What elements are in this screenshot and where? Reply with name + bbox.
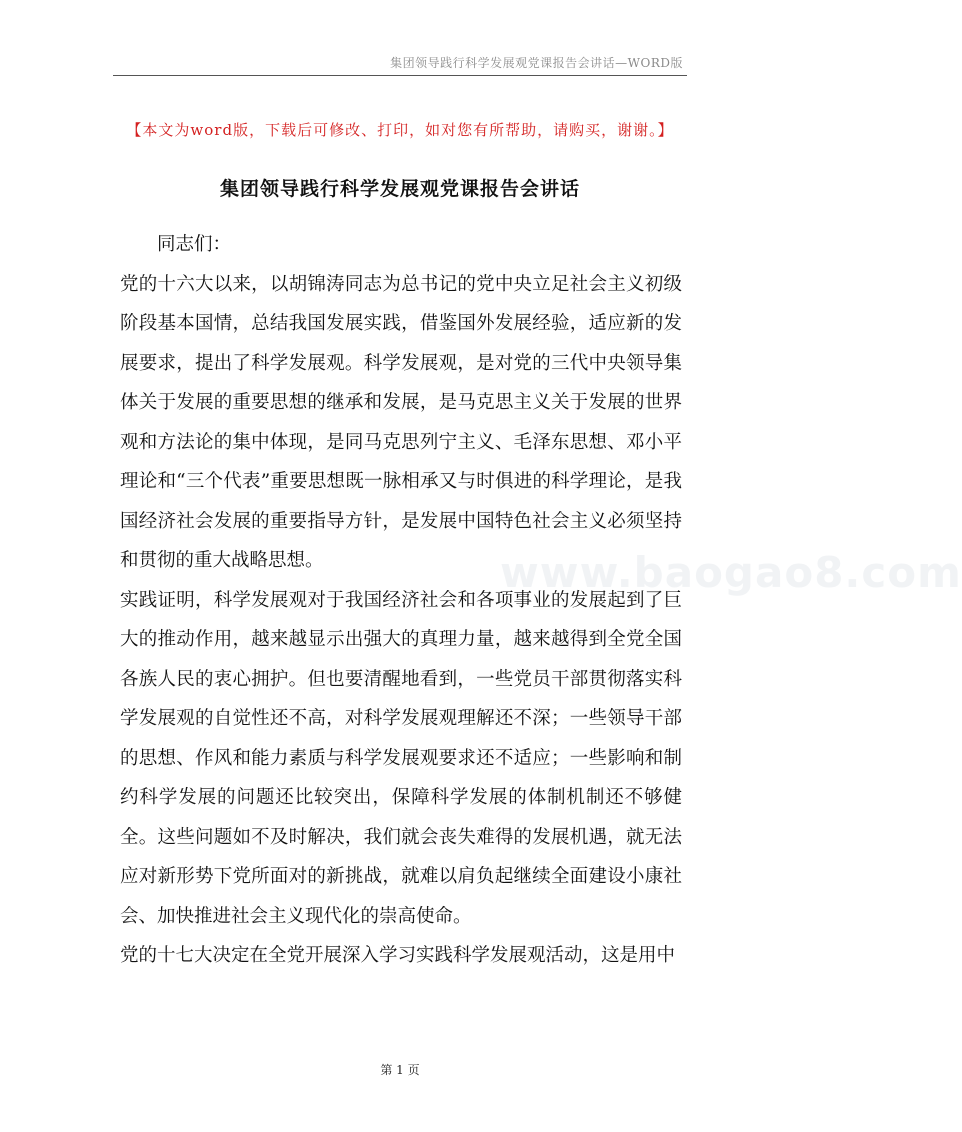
document-body: [120, 225, 682, 976]
body-paragraph-3: 党的十七大决定在全党开展深入学习实践科学发展观活动，这是用中: [120, 945, 676, 966]
watermark: www.baogao8.com: [500, 548, 962, 597]
body-paragraph-1: 党的十六大以来，以胡锦涛同志为总书记的党中央立足社会主义初级阶段基本国情，总结我国发展实践，借鉴国外发展经验，适应新的发展要求，提出了科学发展观。科学发展观，是对党的三代中央领导集体关于发展的重要思想的继承和发展，是马克思主义关于发展的世界观和方法论的集中体现，是同马克思列宁主义、毛泽东思想、邓小平理论和“三个代表”重要思想既一脉相承又与时俱进的科学理论，是我国经济社会发展的重要指导方针，是发展中国特色社会主义必须坚持和贯彻的重大战略思想。: [120, 273, 682, 571]
running-header: 集团领导践行科学发展观党课报告会讲话—WORD版: [390, 56, 683, 70]
body-paragraph-2: 实践证明，科学发展观对于我国经济社会和各项事业的发展起到了巨大的推动作用，越来越显示出强大的真理力量，越来越得到全党全国各族人民的衷心拥护。但也要清醒地看到，一些党员干部贯彻落实科学发展观的自觉性还不高，对科学发展观理解还不深；一些领导干部的思想、作风和能力素质与科学发展观要求还不适应；一些影响和制约科学发展的问题还比较突出，保障科学发展的体制机制还不够健全。这些问题如不及时解决，我们就会丧失难得的发展机遇，就无法应对新形势下党所面对的新挑战，就难以肩负起继续全面建设小康社会、加快推进社会主义现代化的崇高使命。: [120, 589, 682, 927]
greeting-paragraph: 同志们：: [157, 234, 232, 255]
header-divider: [113, 75, 687, 76]
document-title: 集团领导践行科学发展观党课报告会讲话: [219, 178, 580, 200]
page-number: 第 1 页: [380, 1063, 420, 1077]
download-notice: 【本文为word版，下载后可修改、打印，如对您有所帮助，请购买，谢谢。】: [126, 121, 674, 139]
